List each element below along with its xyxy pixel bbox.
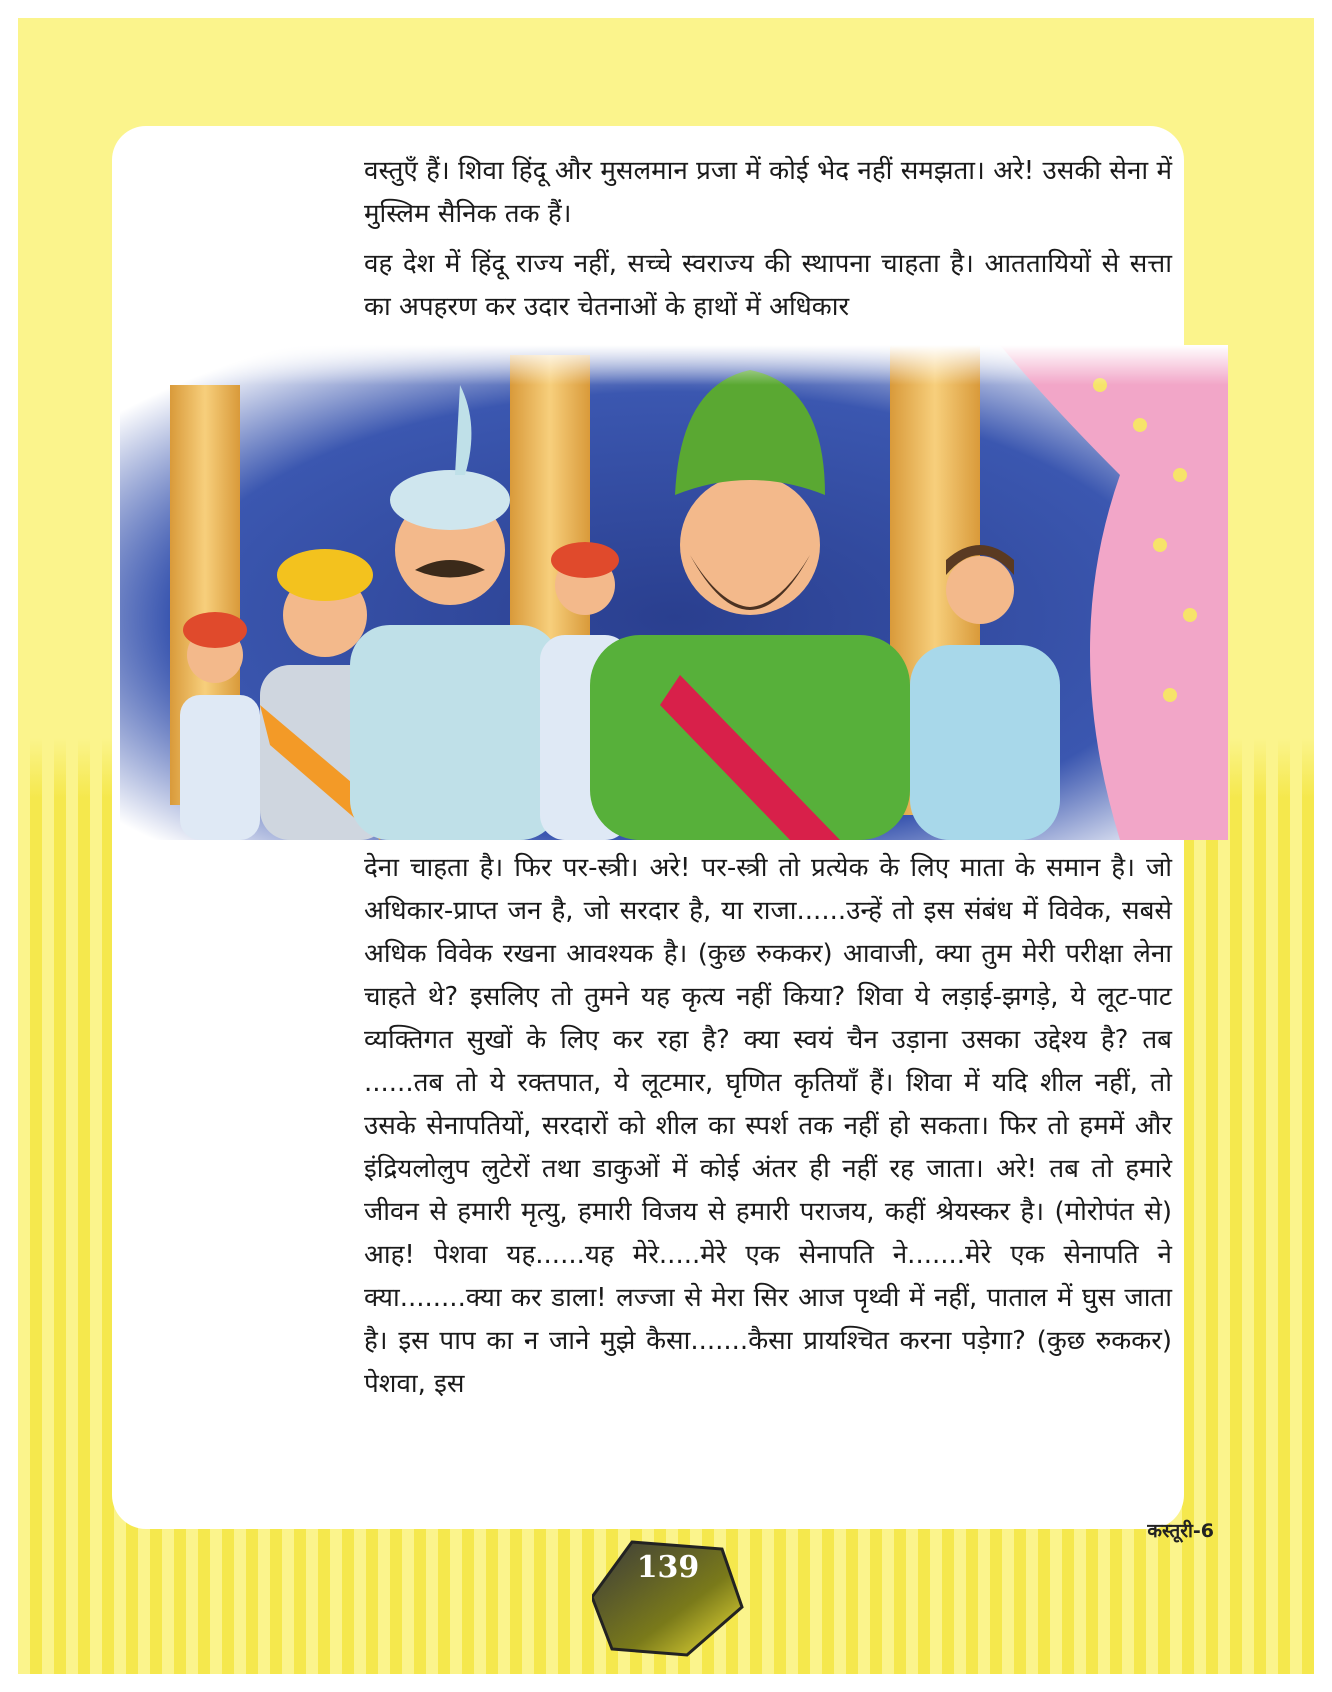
curtain-dot <box>1183 608 1197 622</box>
paragraph-1: वस्तुएँ हैं। शिवा हिंदू और मुसलमान प्रजा में कोई भेद नहीं समझता। अरे! उसकी सेना में मुस्लिम सैनिक तक हैं। <box>364 156 1172 229</box>
curtain-dot <box>1133 418 1147 432</box>
illustration-top-fade <box>120 345 1228 385</box>
curtain-dot <box>1173 468 1187 482</box>
paragraph-3: देना चाहता है। फिर पर-स्त्री। अरे! पर-स्त्री तो प्रत्येक के लिए माता के समान है। जो अधिकार-प्राप्त जन है, जो सरदार है, या राजा......उन्हें तो इस संबंध में विवेक, सबसे अधिक विवेक रखना आवश्यक है। (कुछ रुककर) आवाजी, क्या तुम मेरी परीक्षा लेना चाहते थे? इसलिए तो तुमने यह कृत्य नहीं किया? शिवा ये लड़ाई-झगड़े, ये लूट-पाट व्यक्तिगत सुखों के लिए कर रहा है? क्या स्वयं चैन उड़ाना उसका उद्देश्य है? तब ......तब तो ये रक्तपात, ये लूटमार, घृणित कृतियाँ हैं। शिवा में यदि शील नहीं, तो उसके सेनापतियों, सरदारों को शील का स्पर्श तक नहीं हो सकता। फिर तो हममें और इंद्रियलोलुप लुटेरों तथा डाकुओं में कोई अंतर ही नहीं रह जाता। अरे! तब तो हमारे जीवन से हमारी मृत्यु, हमारी विजय से हमारी पराजय, कहीं श्रेयस्कर है। (मोरोपंत से) आह! पेशवा यह......यह मेरे.....मेरे एक सेनापति ने.......मेरे एक सेनापति ने क्या........क्या कर डाला! लज्जा से मेरा सिर आज पृथ्वी में नहीं, पाताल में घुस जाता है। इस पाप का न जाने मुझे कैसा.......कैसा प्रायश्चित करना पड़ेगा? (कुछ रुककर) पेशवा, इस <box>364 853 1172 1399</box>
curtain-dot <box>1163 688 1177 702</box>
curtain-dot <box>1153 538 1167 552</box>
page-number: 139 <box>636 1550 700 1585</box>
book-title: कस्तूरी-6 <box>1147 1520 1214 1542</box>
paragraph-2: वह देश में हिंदू राज्य नहीं, सच्चे स्वराज्य की स्थापना चाहता है। आततायियों से सत्ता का अपहरण कर उदार चेतनाओं के हाथों में अधिकार <box>364 249 1172 322</box>
court-scene-illustration <box>120 345 1228 840</box>
